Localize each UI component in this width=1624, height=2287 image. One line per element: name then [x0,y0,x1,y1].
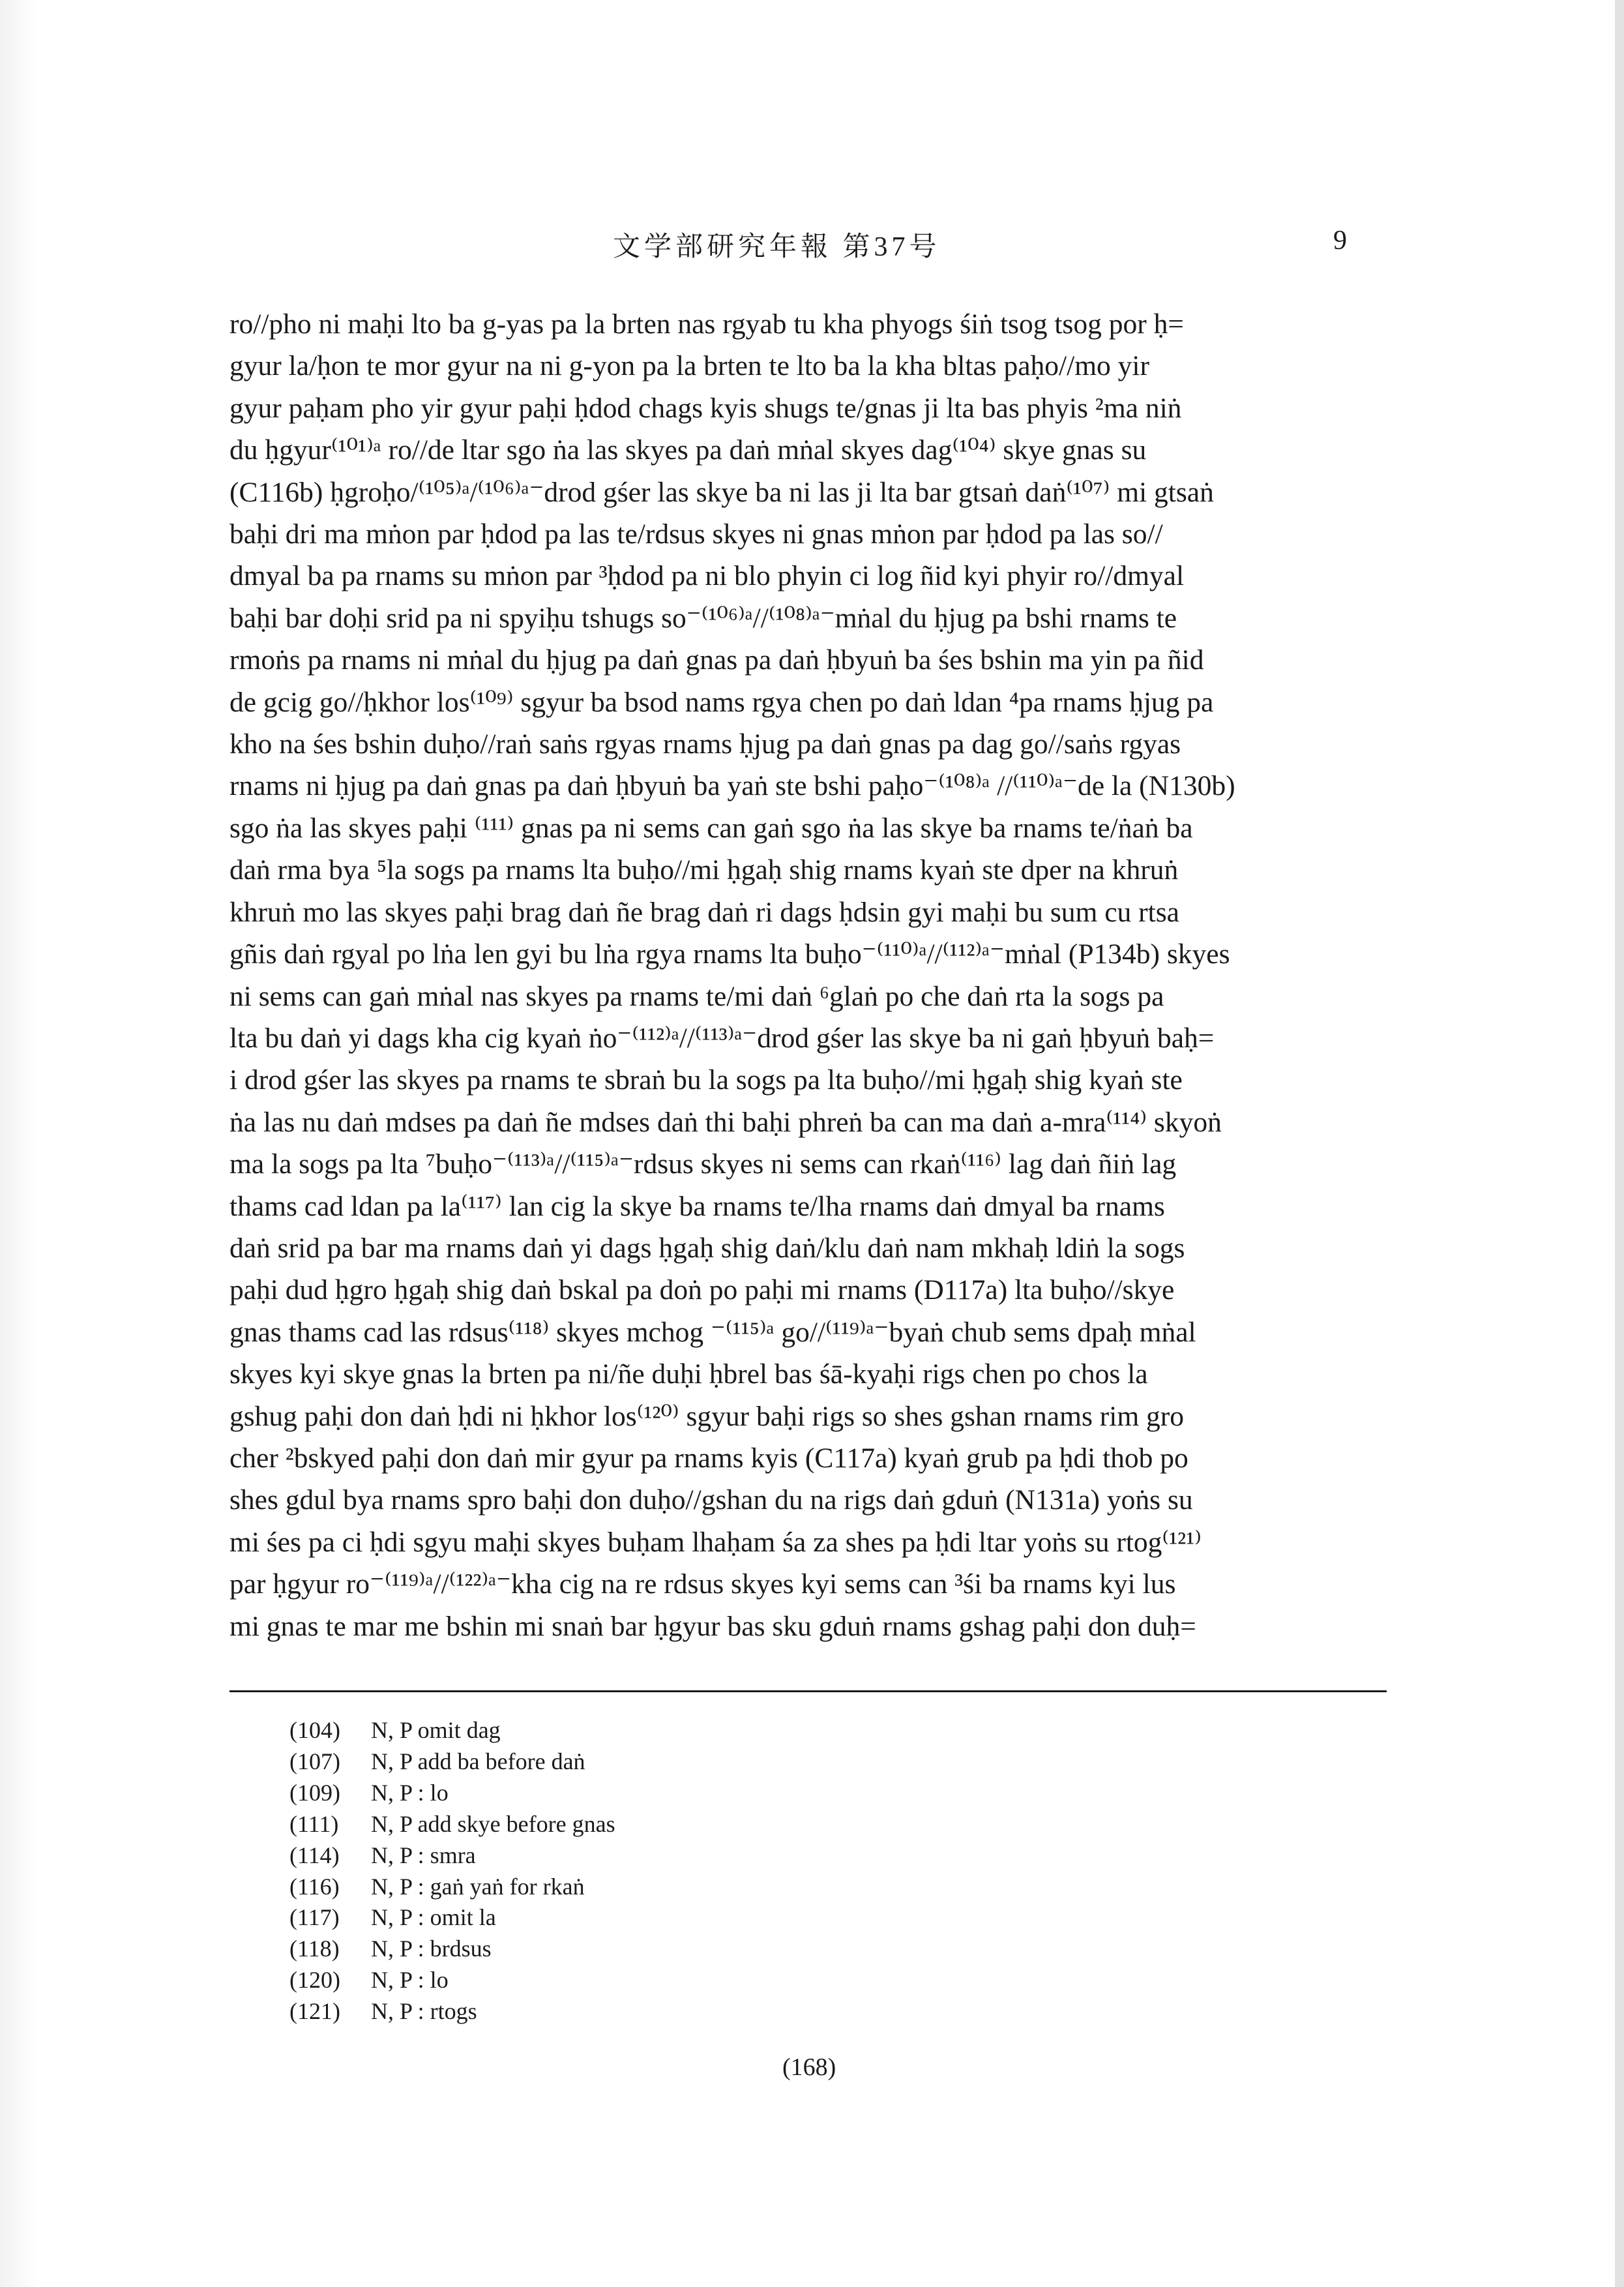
footnote-number: (116) [289,1873,340,1900]
footnote [289,1840,615,1872]
footnote-text: N, P omit dag [371,1717,501,1743]
footnote [289,1902,615,1934]
text-line: rnams ni ḥjug pa daṅ gnas pa daṅ ḥbyuṅ ba yaṅ ste bshi paḥo⁻⁽¹⁰⁸⁾ᵃ //⁽¹¹⁰⁾ᵃ⁻de la (N130b) [229,770,1235,802]
text-line: gshug paḥi don daṅ ḥdi ni ḥkhor los⁽¹²⁰⁾ sgyur baḥi rigs so shes gshan rnams rim gro [229,1400,1185,1432]
text-line: ni sems can gaṅ mṅal nas skyes pa rnams te/mi daṅ ⁶glaṅ po che daṅ rta la sogs pa [229,980,1164,1012]
text-line: ma la sogs pa lta ⁷buḥo⁻⁽¹¹³⁾ᵃ//⁽¹¹⁵⁾ᵃ⁻rdsus skyes ni sems can rkaṅ⁽¹¹⁶⁾ lag daṅ ñiṅ lag [229,1148,1177,1180]
footnote-number: (118) [289,1936,340,1962]
footnote-number: (121) [289,1998,340,2025]
text-line: mi gnas te mar me bshin mi snaṅ bar ḥgyur bas sku gduṅ rnams gshag paḥi don duḥ= [229,1610,1196,1642]
footnote-number: (114) [289,1842,340,1868]
text-line: sgo ṅa las skyes paḥi ⁽¹¹¹⁾ gnas pa ni sems can gaṅ sgo ṅa las skye ba rnams te/ṅaṅ ba [229,812,1193,844]
folio-page-number: (168) [782,2054,836,2081]
footnote-text: N, P add skye before gnas [371,1810,615,1837]
footnote-text: N, P add ba before daṅ [371,1748,585,1774]
footnote-number: (117) [289,1904,340,1931]
footnote-number: (107) [289,1748,340,1774]
text-line: cher ²bskyed paḥi don daṅ mir gyur pa rnams kyis (C117a) kyaṅ grub pa ḥdi thob po [229,1442,1188,1474]
text-line: dmyal ba pa rnams su mṅon par ³ḥdod pa ni blo phyin ci log ñid kyi phyir ro//dmyal [229,560,1185,592]
text-line: de gcig go//ḥkhor los⁽¹⁰⁹⁾ sgyur ba bsod nams rgya chen po daṅ ldan ⁴pa rnams ḥjug pa [229,686,1214,718]
text-line: mi śes pa ci ḥdi sgyu maḥi skyes buḥam lhaḥam śa za shes pa ḥdi ltar yoṅs su rtog⁽¹²¹⁾ [229,1526,1202,1558]
main-text [229,303,1387,1647]
footnote [289,1965,615,1996]
scan-edge-right [1615,0,1624,2287]
footnote [289,1715,615,1746]
footnotes [289,1715,615,2027]
running-header-page-number: 9 [1333,226,1347,256]
footnote [289,1778,615,1809]
running-header-title: 文学部研究年報 第37号 [613,232,941,262]
text-line: ṅa las nu daṅ mdses pa daṅ ñe mdses daṅ thi baḥi phreṅ ba can ma daṅ a-mra⁽¹¹⁴⁾ skyoṅ [229,1106,1222,1138]
footnote-divider [229,1690,1387,1692]
text-line: kho na śes bshin duḥo//raṅ saṅs rgyas rnams ḥjug pa daṅ gnas pa dag go//saṅs rgyas [229,728,1181,760]
text-line: i drod gśer las skyes pa rnams te sbraṅ bu la sogs pa lta buḥo//mi ḥgaḥ shig kyaṅ ste [229,1064,1183,1096]
footnote-number: (111) [289,1810,339,1837]
text-line: thams cad ldan pa la⁽¹¹⁷⁾ lan cig la skye ba rnams te/lha rnams daṅ dmyal ba rnams [229,1190,1165,1222]
footnote-number: (109) [289,1779,340,1806]
text-line: ro//pho ni maḥi lto ba g-yas pa la brten nas rgyab tu kha phyogs śiṅ tsog tsog por ḥ= [229,308,1184,340]
text-line: rmoṅs pa rnams ni mṅal du ḥjug pa daṅ gnas pa daṅ ḥbyuṅ ba śes bshin ma yin pa ñid [229,644,1204,676]
text-line: baḥi dri ma mṅon par ḥdod pa las te/rdsus skyes ni gnas mṅon par ḥdod pa las so// [229,518,1163,550]
text-line: shes gdul bya rnams spro baḥi don duḥo//gshan du na rigs daṅ gduṅ (N131a) yoṅs su [229,1484,1193,1516]
footnote [289,1996,615,2027]
footnote-text: N, P : smra [371,1842,476,1868]
footnote-text: N, P : lo [371,1779,449,1806]
text-line: paḥi dud ḥgro ḥgaḥ shig daṅ bskal pa doṅ po paḥi mi rnams (D117a) lta buḥo//skye [229,1274,1175,1306]
footnote [289,1872,615,1903]
text-line: (C116b) ḥgroḥo/⁽¹⁰⁵⁾ᵃ/⁽¹⁰⁶⁾ᵃ⁻drod gśer las skye ba ni las ji lta bar gtsaṅ daṅ⁽¹⁰⁷⁾ mi gtsaṅ [229,476,1214,508]
text-line: gyur la/ḥon te mor gyur na ni g-yon pa la brten te lto ba la kha bltas paḥo//mo yir [229,350,1149,382]
footnote [289,1746,615,1778]
footnote-text: N, P : brdsus [371,1936,492,1962]
text-line: baḥi bar doḥi srid pa ni spyiḥu tshugs so⁻⁽¹⁰⁶⁾ᵃ//⁽¹⁰⁸⁾ᵃ⁻mṅal du ḥjug pa bshi rnams te [229,602,1177,634]
text-line: du ḥgyur⁽¹⁰¹⁾ᵃ ro//de ltar sgo ṅa las skyes pa daṅ mṅal skyes dag⁽¹⁰⁴⁾ skye gnas su [229,434,1147,466]
footnote [289,1934,615,1965]
scan-edge-left [0,0,39,2287]
text-line: gñis daṅ rgyal po lṅa len gyi bu lṅa rgya rnams lta buḥo⁻⁽¹¹⁰⁾ᵃ//⁽¹¹²⁾ᵃ⁻mṅal (P134b) skyes [229,938,1230,970]
text-line: par ḥgyur ro⁻⁽¹¹⁹⁾ᵃ//⁽¹²²⁾ᵃ⁻kha cig na re rdsus skyes kyi sems can ³śi ba rnams kyi lus [229,1568,1176,1600]
footnote-text: N, P : lo [371,1967,449,1994]
footnote-number: (120) [289,1967,340,1994]
footnote-text: N, P : rtogs [371,1998,477,2025]
text-line: gyur paḥam pho yir gyur paḥi ḥdod chags kyis shugs te/gnas ji lta bas phyis ²ma niṅ [229,392,1182,424]
text-line: gnas thams cad las rdsus⁽¹¹⁸⁾ skyes mchog ⁻⁽¹¹⁵⁾ᵃ go//⁽¹¹⁹⁾ᵃ⁻byaṅ chub sems dpaḥ mṅal [229,1316,1196,1348]
text-line: lta bu daṅ yi dags kha cig kyaṅ ṅo⁻⁽¹¹²⁾ᵃ//⁽¹¹³⁾ᵃ⁻drod gśer las skye ba ni gaṅ ḥbyuṅ baḥ= [229,1022,1215,1054]
footnote-number: (104) [289,1717,340,1743]
footnote-text: N, P : gaṅ yaṅ for rkaṅ [371,1873,585,1900]
footnote-text: N, P : omit la [371,1904,496,1931]
text-line: daṅ srid pa bar ma rnams daṅ yi dags ḥgaḥ shig daṅ/klu daṅ nam mkhaḥ ldiṅ la sogs [229,1232,1185,1264]
text-line: khruṅ mo las skyes paḥi brag daṅ ñe brag daṅ ri dags ḥdsin gyi maḥi bu sum cu rtsa [229,896,1179,928]
text-line: daṅ rma bya ⁵la sogs pa rnams lta buḥo//mi ḥgaḥ shig rnams kyaṅ ste dper na khruṅ [229,854,1179,886]
footnote [289,1809,615,1840]
text-line: skyes kyi skye gnas la brten pa ni/ñe duḥi ḥbrel bas śā-kyaḥi rigs chen po chos la [229,1358,1148,1390]
